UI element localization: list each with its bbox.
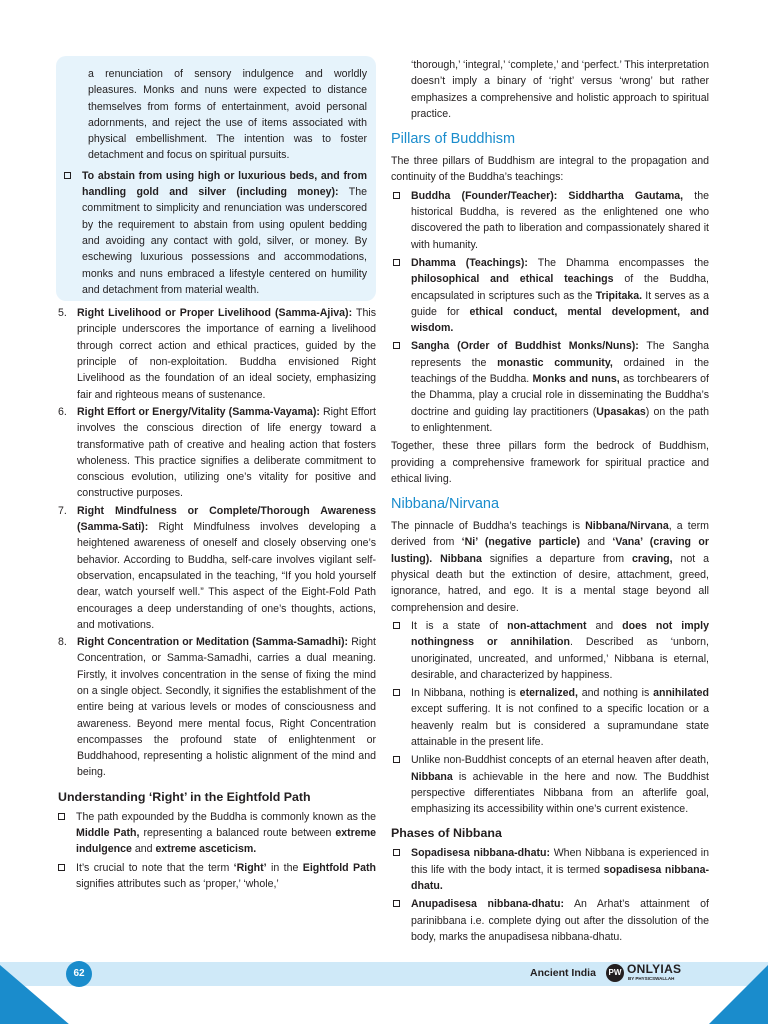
- bold-text: non-attachment: [507, 619, 587, 632]
- brand-logo: ONLYIAS: [627, 962, 682, 976]
- text: the historical Buddha, is revered as the enlightened one who discovered the path to liberation and compassionately shared it with humanity.: [411, 189, 709, 251]
- item-title: Right Concentration or Meditation (Samma-Samadhi):: [77, 636, 349, 649]
- list-item: [56, 503, 376, 633]
- brand-subtitle: BY PHYSICSWALLAH: [628, 976, 675, 981]
- text: The pinnacle of Buddha’s teachings is: [391, 520, 581, 533]
- checkbox-bullet-icon: [393, 259, 400, 266]
- list-item: [391, 618, 709, 683]
- checkbox-bullet-icon: [393, 756, 400, 763]
- footer-corner-right: [708, 965, 768, 1024]
- list-item: [391, 896, 709, 945]
- box-bullet: [62, 168, 367, 298]
- text: In Nibbana, nothing is: [411, 687, 516, 700]
- bold-text: craving,: [631, 552, 673, 565]
- text: The path expounded by the Buddha is commonly known as the: [76, 810, 376, 823]
- bullet-title: To abstain from using high or luxurious beds, and from handling gold and silver (including money):: [82, 169, 367, 199]
- list-number: 6.: [58, 405, 67, 418]
- list-number: 5.: [58, 307, 67, 320]
- text: signifies attributes such as ‘proper,’ ‘whole,’: [76, 877, 279, 890]
- continued-paragraph: ‘thorough,’ ‘integral,’ ‘complete,’ and ‘perfect.’ This interpretation doesn’t imply a binary of ‘right’ versus ‘wrong’ but rather emphasizes a comprehensive and holistic approach to spiritual practice.: [411, 59, 709, 120]
- checkbox-bullet-icon: [393, 192, 400, 199]
- footer-corner-left: [0, 965, 70, 1024]
- box-paragraph: [62, 66, 367, 164]
- list-item: [56, 305, 376, 403]
- list-item: [56, 809, 376, 858]
- bold-text: sopadisesa nibbana-dhatu.: [411, 863, 709, 893]
- text: of the Buddha, encapsulated in scriptures such as the: [411, 273, 709, 302]
- bold-text: Nibbana: [440, 552, 482, 565]
- text: It’s crucial to note that the term: [76, 861, 230, 874]
- text: and: [134, 843, 153, 856]
- bold-text: Anupadisesa nibbana-dhatu:: [411, 898, 564, 911]
- bold-text: Nibbana/Nirvana: [585, 520, 669, 533]
- list-item: [391, 845, 709, 894]
- list-number: 7.: [58, 504, 67, 517]
- pillars-heading: Pillars of Buddhism: [391, 131, 516, 148]
- text: and nothing is: [581, 687, 650, 700]
- list-item: [56, 634, 376, 781]
- item-text: This principle underscores the importance of earning a livelihood through correct action and ethical practices, guided by the principle of non-exploitation. Buddha envisioned Right Livelihood as the foundation of an ideal society, emphasizing fair and righteous means of sustenance.: [77, 307, 376, 401]
- text: as torchbearers of the Dhamma, play a crucial role in disseminating the Buddha’s doctrine and guiding lay practitioners (: [411, 373, 709, 418]
- list-item: [56, 860, 376, 893]
- item-title: Right Effort or Energy/Vitality (Samma-Vayama):: [77, 405, 320, 418]
- text: and: [587, 536, 606, 549]
- text: The Sangha represents the: [411, 340, 709, 369]
- bold-text: extreme asceticism.: [155, 843, 257, 856]
- pillars-intro: The three pillars of Buddhism are integral to the propagation and continuity of the Buddha’s teachings:: [391, 155, 709, 184]
- checkbox-bullet-icon: [393, 622, 400, 629]
- bold-text: Upasakas: [596, 405, 646, 418]
- bold-text: Sopadisesa nibbana-dhatu:: [411, 847, 551, 860]
- bold-text: does not imply nothingness or annihilation: [411, 619, 709, 649]
- box-text: pleasures. Monks and nuns were expected to distance themselves from forms of entertainment, avoid personal adornments, and reject the use of items associated with physical embellishment. The intention was to foster detachment and focus on spiritual pursuits.: [88, 84, 367, 162]
- text: signifies a departure from: [489, 552, 625, 565]
- bold-text: Dhamma (Teachings):: [411, 256, 528, 269]
- text: not a physical death but the extinction of desire, attachment, greed, ignorance, hatred, and ego. It is a mental stage beyond all comprehension and desire.: [391, 552, 709, 614]
- bold-text: Monks and nuns,: [532, 373, 620, 386]
- item-text: Right Mindfulness involves developing a heightened awareness of oneself and closely observing one’s behavior. According to Buddha, self-care involves vigilant self-observation, encapsulated in the teaching, “If you hold yourself dear, watch yourself well.” This aspect of the Eight-Fold Path encourages a deep understanding of one’s thoughts, actions, and motivations.: [77, 521, 376, 631]
- text: , a term derived from: [391, 520, 709, 549]
- text: The Dhamma encompasses the: [537, 256, 709, 269]
- text: ) on the path to enlightenment.: [411, 405, 709, 434]
- text: An Arhat’s attainment of parinibbana i.e. complete dying out after the dissolution of the body, marks the anupadisesa nibbana-dhatu.: [411, 898, 709, 943]
- bold-text: Sangha (Order of Buddhist Monks/Nuns):: [411, 340, 639, 353]
- box-text: a renunciation of sensory indulgence and worldly: [88, 68, 367, 80]
- text: It is a state of: [411, 619, 499, 632]
- checkbox-bullet-icon: [393, 342, 400, 349]
- bold-text: philosophical and ethical teachings: [411, 273, 614, 286]
- text: is achievable in the here and now. The Buddhist perspective differentiates Nibbana from an afterlife goal, emphasizing its accessibility within one’s current existence.: [411, 770, 709, 816]
- bold-text: ‘Vana’ (craving or lusting).: [391, 536, 709, 565]
- text: Unlike non-Buddhist concepts of an eternal heaven after death,: [411, 754, 709, 767]
- page-number: 62: [66, 961, 92, 987]
- pw-logo-icon: PW: [606, 964, 624, 982]
- checkbox-bullet-icon: [393, 689, 400, 696]
- bold-text: Nibbana: [411, 770, 453, 783]
- text: in the: [271, 861, 299, 874]
- bullet-text: material wealth.: [185, 283, 260, 296]
- bold-text: Tripitaka.: [595, 289, 643, 302]
- list-item: [391, 685, 709, 750]
- bold-text: extreme indulgence: [76, 827, 377, 856]
- list-item: [391, 188, 709, 253]
- text: It serves as a guide for: [411, 289, 709, 318]
- bold-text: annihilated: [653, 687, 710, 700]
- list-item: [56, 404, 376, 502]
- list-item: [391, 338, 709, 436]
- list-number: 8.: [58, 636, 67, 649]
- bold-text: ‘Ni’ (negative particle): [461, 536, 580, 549]
- section-heading: Understanding ‘Right’ in the Eightfold Path: [58, 789, 311, 804]
- bold-text: Buddha (Founder/Teacher): Siddhartha Gautama,: [411, 189, 684, 202]
- item-title: Right Mindfulness or Complete/Thorough Awareness (Samma-Sati):: [77, 504, 376, 534]
- bold-text: ‘Right’: [233, 861, 267, 874]
- nibbana-heading: Nibbana/Nirvana: [391, 496, 500, 513]
- text: When Nibbana is experienced in this life with the body intact, it is termed: [411, 847, 710, 876]
- bold-text: Middle Path,: [76, 827, 140, 840]
- text: representing a balanced route between: [143, 827, 332, 840]
- checkbox-bullet-icon: [58, 813, 65, 820]
- text: and: [595, 619, 614, 632]
- bullet-text: The commitment to simplicity and renunciation was underscored by the requirement to abstain from using opulent bedding and avoiding any contact with gold, silver, or money. By eschewing luxurious possessions and accommodations, monks and nuns embraced a lifestyle centered on humility and detachment from: [82, 186, 367, 296]
- bold-text: monastic community,: [497, 356, 613, 369]
- list-item: [391, 255, 709, 336]
- pillars-outro: Together, these three pillars form the bedrock of Buddhism, providing a comprehensive framework for spiritual practice and ethical living.: [391, 440, 709, 485]
- bold-text: Eightfold Path: [302, 861, 376, 874]
- checkbox-bullet-icon: [393, 900, 400, 907]
- item-text: Right Concentration, or Samma-Samadhi, carries a dual meaning. Firstly, it involves concentration in the sense of fixing the mind on a single object. Secondly, it signifies the establishment of the entire being at various levels or modes of consciousness and awareness. Beyond mere mental focus, Right Concentration encompasses the profound state of enlightenment or Buddhahood, representing a holistic alignment of the mind and being.: [77, 636, 376, 779]
- item-title: Right Livelihood or Proper Livelihood (Samma-Ajiva):: [77, 307, 353, 320]
- nibbana-paragraph: [391, 518, 709, 616]
- right-column: [391, 57, 709, 945]
- checkbox-bullet-icon: [64, 172, 71, 179]
- list-item: [391, 752, 709, 817]
- bold-text: eternalized,: [519, 687, 578, 700]
- checkbox-bullet-icon: [393, 849, 400, 856]
- footer-label: Ancient India: [530, 967, 596, 979]
- text: . Described as ‘unborn, unoriginated, uncreated, and unformed,’ Nibbana is eternal, desirable, and characterized by happiness.: [411, 636, 709, 681]
- bold-text: ethical conduct, mental development, and wisdom.: [411, 305, 709, 335]
- checkbox-bullet-icon: [58, 864, 65, 871]
- left-column: [56, 56, 376, 892]
- text: except suffering. It is not confined to a specific location or a heavenly realm but is considered a supramundane state attainable in the present life.: [411, 703, 709, 748]
- highlight-box: [56, 56, 376, 301]
- item-text: Right Effort involves the conscious direction of life energy toward a transformative path of creative and healing action that fosters wholeness. This practice signifies a deliberate commitment to conscious evolution, utilizing one’s vitality for positive and constructive purposes.: [77, 405, 376, 500]
- text: ordained in the teachings of the Buddha.: [411, 356, 709, 386]
- phases-heading: Phases of Nibbana: [391, 826, 502, 841]
